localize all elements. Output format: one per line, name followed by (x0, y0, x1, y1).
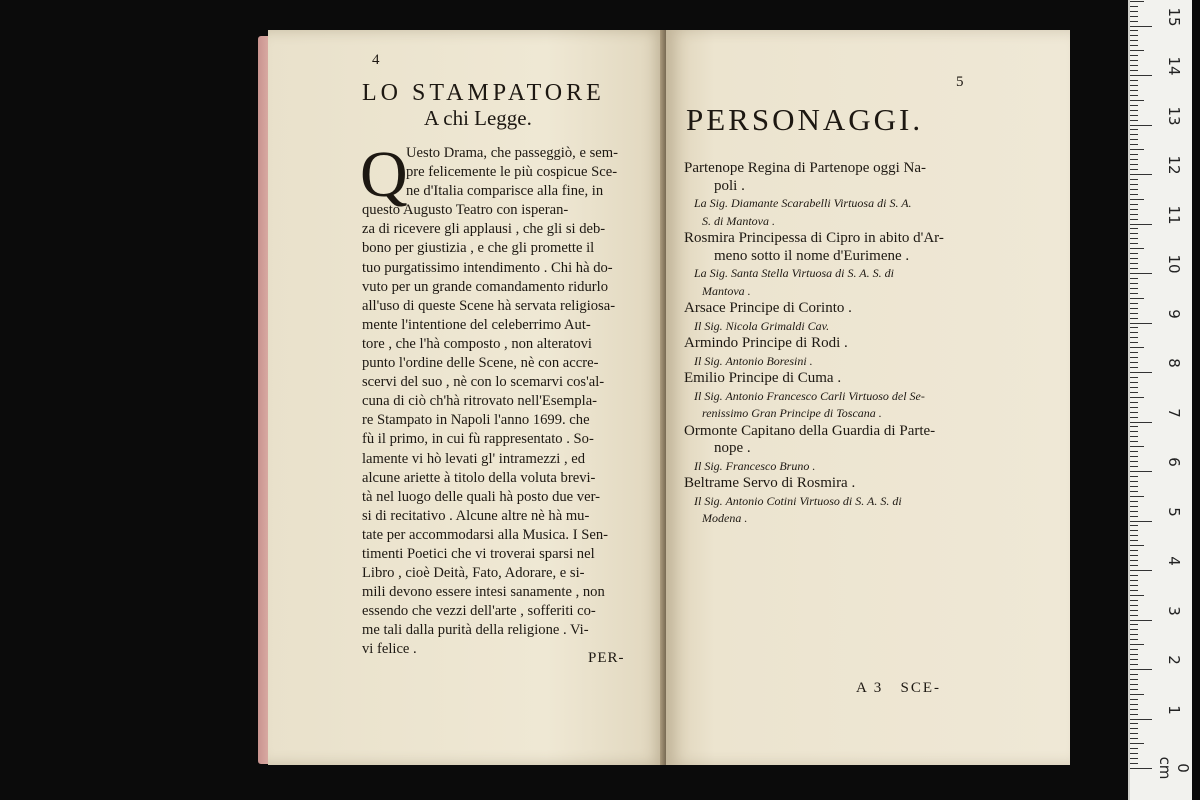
performer-entry: La Sig. Diamante Scarabelli Virtuosa di S. A. (694, 196, 912, 210)
ruler-tick (1130, 164, 1138, 165)
body-line: alcune ariette à titolo della voluta brevi- (362, 469, 596, 486)
left-page-number: 4 (372, 52, 380, 68)
ruler-tick (1130, 516, 1138, 517)
ruler-label: 12 (1165, 155, 1183, 175)
left-page-subtitle: A chi Legge. (424, 106, 532, 130)
ruler-tick (1130, 397, 1144, 398)
ruler-tick (1130, 565, 1138, 566)
ruler-tick (1130, 95, 1138, 96)
ruler-tick (1130, 387, 1138, 388)
ruler-tick (1130, 11, 1138, 12)
ruler-tick (1130, 35, 1138, 36)
ruler-tick (1130, 624, 1138, 625)
body-line: vi felice . (362, 641, 417, 658)
ruler-tick (1130, 590, 1138, 591)
ruler-tick (1130, 120, 1138, 121)
ruler-tick (1130, 501, 1138, 502)
ruler-tick (1130, 65, 1138, 66)
ruler-tick (1130, 481, 1138, 482)
ruler-tick (1130, 362, 1138, 363)
ruler-tick (1130, 204, 1138, 205)
ruler-label: 3 (1165, 605, 1183, 616)
performer-entry: Il Sig. Antonio Cotini Virtuoso di S. A. S. di (694, 493, 902, 508)
ruler-tick (1130, 90, 1138, 91)
ruler-label: 13 (1165, 105, 1183, 126)
ruler-tick (1130, 570, 1152, 571)
ruler-tick (1130, 699, 1138, 700)
body-line: Libro , cioè Deità, Fato, Adorare, e si- (362, 565, 585, 582)
body-line: re Stampato in Napoli l'anno 1699. che (362, 412, 590, 429)
body-line: questo Augusto Teatro con isperan- (362, 202, 569, 219)
signature-mark: A 3 (856, 680, 884, 696)
ruler-label: 4 (1165, 556, 1183, 566)
ruler-tick (1130, 506, 1138, 507)
performer-entry: Il Sig. Francesco Bruno . (694, 458, 816, 473)
ruler-tick (1130, 659, 1138, 660)
ruler-tick (1130, 654, 1138, 655)
ruler-tick (1130, 228, 1138, 229)
ruler-tick (1130, 45, 1138, 46)
ruler-tick (1130, 149, 1144, 150)
ruler-tick (1130, 709, 1138, 710)
ruler-tick (1130, 530, 1138, 531)
ruler-tick (1130, 426, 1138, 427)
body-line: scervi del suo , nè con lo scemarvi cos'al- (362, 374, 605, 391)
left-page-title: LO STAMPATORE (362, 80, 605, 106)
ruler-tick (1130, 80, 1138, 81)
right-footer (856, 680, 941, 697)
ruler-tick (1130, 600, 1138, 601)
open-book (258, 30, 1070, 770)
ruler-tick (1130, 644, 1144, 645)
body-line: vuto per un grande comandamento ridurlo (362, 278, 608, 295)
character-entry: Partenope Regina di Partenope oggi Na- (684, 160, 927, 176)
ruler-tick (1130, 719, 1152, 720)
ruler-tick (1130, 288, 1138, 289)
ruler-tick (1130, 585, 1138, 586)
ruler-tick (1130, 679, 1138, 680)
right-page-title: PERSONAGGI. (686, 102, 924, 137)
character-entry: meno sotto il nome d'Eurimene . (714, 247, 910, 264)
ruler-tick (1130, 238, 1138, 239)
ruler-tick (1130, 303, 1138, 304)
ruler-tick (1130, 748, 1138, 749)
ruler-label: 2 (1165, 655, 1183, 665)
ruler-tick (1130, 392, 1138, 393)
body-line: all'uso di queste Scene hà servata religiosa- (362, 297, 616, 314)
ruler-tick (1130, 758, 1138, 759)
ruler-tick (1130, 342, 1138, 343)
body-line: cuna di ciò ch'hà ritrovato nell'Esempla- (362, 393, 598, 410)
ruler-tick (1130, 664, 1138, 665)
ruler-tick (1130, 521, 1152, 522)
ruler-tick (1130, 184, 1138, 185)
ruler-tick (1130, 382, 1138, 383)
ruler-tick (1130, 144, 1138, 145)
ruler-tick (1130, 689, 1138, 690)
ruler-tick (1130, 129, 1138, 130)
ruler-tick (1130, 595, 1144, 596)
ruler-tick (1130, 253, 1138, 254)
ruler-tick (1130, 694, 1144, 695)
ruler-tick (1130, 308, 1138, 309)
ruler-tick (1130, 615, 1138, 616)
ruler-tick (1130, 446, 1144, 447)
ruler-tick (1130, 768, 1152, 769)
body-line: punto l'ordine delle Scene, nè con accre- (362, 355, 599, 372)
ruler-tick (1130, 60, 1138, 61)
cast-list (684, 160, 1004, 528)
right-catchword: SCE- (900, 680, 942, 696)
ruler-tick (1130, 278, 1138, 279)
body-line: tore , che l'hà composto , non alteratovi (362, 335, 592, 352)
ruler-tick (1130, 1, 1144, 2)
ruler-tick (1130, 436, 1138, 437)
ruler-tick (1130, 134, 1138, 135)
ruler-tick (1130, 26, 1152, 27)
ruler-tick (1130, 402, 1138, 403)
ruler-tick (1130, 75, 1152, 76)
ruler-tick (1130, 263, 1138, 264)
character-entry: poli . (714, 177, 745, 194)
ruler-tick (1130, 179, 1138, 180)
ruler-tick (1130, 40, 1138, 41)
ruler-tick (1130, 219, 1138, 220)
ruler-tick (1130, 55, 1138, 56)
body-line: essendo che vezzi dell'arte , sofferiti co- (362, 603, 596, 620)
ruler-tick (1130, 318, 1138, 319)
ruler-label: 10 (1165, 254, 1183, 274)
body-line: fù il primo, in cui fù rappresentato . So- (362, 431, 594, 448)
ruler-tick (1130, 6, 1138, 7)
ruler-tick (1130, 50, 1144, 51)
ruler-tick (1130, 535, 1138, 536)
ruler-label: 11 (1165, 204, 1183, 225)
character-entry: Emilio Principe di Cuma . (684, 370, 842, 386)
ruler-tick (1130, 154, 1138, 155)
ruler-tick (1130, 21, 1138, 22)
ruler-tick (1130, 268, 1138, 269)
ruler-tick (1130, 110, 1138, 111)
ruler-tick (1130, 70, 1138, 71)
ruler-tick (1130, 728, 1138, 729)
character-entry: Arsace Principe di Corinto . (684, 300, 852, 316)
body-line: bono per giustizia , e che gli promette il (362, 240, 595, 257)
ruler-tick (1130, 540, 1138, 541)
ruler-tick (1130, 377, 1138, 378)
character-entry: nope . (714, 440, 751, 456)
ruler-tick (1130, 293, 1138, 294)
ruler-tick (1130, 313, 1138, 314)
ruler-tick (1130, 189, 1138, 190)
ruler-tick (1130, 753, 1138, 754)
ruler-tick (1130, 466, 1138, 467)
performer-entry: Modena . (702, 511, 748, 525)
ruler-tick (1130, 159, 1138, 160)
ruler-label: 0 cm (1156, 756, 1192, 780)
ruler-tick (1130, 139, 1138, 140)
ruler-tick (1130, 550, 1138, 551)
ruler-tick (1130, 412, 1138, 413)
ruler-tick (1130, 169, 1138, 170)
ruler-tick (1130, 620, 1152, 621)
ruler-tick (1130, 610, 1138, 611)
ruler-tick (1130, 332, 1138, 333)
right-page (666, 30, 1070, 765)
ruler-tick (1130, 669, 1152, 670)
ruler-tick (1130, 273, 1152, 274)
ruler-tick (1130, 545, 1144, 546)
ruler-tick (1130, 441, 1138, 442)
character-entry: Beltrame Servo di Rosmira . (684, 475, 856, 491)
ruler-label: 14 (1165, 56, 1183, 76)
performer-entry: Il Sig. Antonio Francesco Carli Virtuoso del Se- (694, 388, 925, 403)
ruler-label: 6 (1165, 457, 1183, 467)
body-line: tuo purgatissimo intendimento . Chi hà do- (362, 259, 613, 276)
ruler-tick (1130, 476, 1138, 477)
ruler-tick (1130, 105, 1138, 106)
ruler-tick (1130, 649, 1138, 650)
ruler-tick (1130, 639, 1138, 640)
ruler-tick (1130, 451, 1138, 452)
ruler-label: 9 (1165, 308, 1183, 319)
ruler-tick (1130, 115, 1138, 116)
body-line: timenti Poetici che vi troverai sparsi nel (362, 545, 595, 562)
ruler-tick (1130, 352, 1138, 353)
ruler-tick (1130, 209, 1138, 210)
body-line: tate per accommodarsi alla Musica. I Sen- (362, 526, 608, 543)
ruler-tick (1130, 233, 1138, 234)
performer-entry: Il Sig. Antonio Boresini . (694, 353, 813, 368)
ruler-tick (1130, 327, 1138, 328)
character-entry: Ormonte Capitano della Guardia di Parte- (684, 422, 936, 439)
right-page-number: 5 (956, 74, 964, 90)
measuring-ruler (1128, 0, 1192, 800)
ruler-tick (1130, 714, 1138, 715)
ruler-tick (1130, 407, 1138, 408)
ruler-tick (1130, 367, 1138, 368)
ruler-tick (1130, 16, 1138, 17)
ruler-tick (1130, 456, 1138, 457)
left-catchword: PER- (588, 650, 625, 666)
ruler-tick (1130, 298, 1144, 299)
body-line: lamente vi hò levati gl' intramezzi , ed (362, 450, 586, 467)
ruler-tick (1130, 372, 1152, 373)
ruler-tick (1130, 337, 1138, 338)
ruler-tick (1130, 30, 1138, 31)
body-line: tà nel luogo delle quali hà posto due ver- (362, 488, 601, 505)
ruler-tick (1130, 258, 1138, 259)
ruler-tick (1130, 723, 1138, 724)
performer-entry: renissimo Gran Principe di Toscana . (702, 406, 882, 420)
ruler-tick (1130, 417, 1138, 418)
ruler-tick (1130, 431, 1138, 432)
performer-entry: Mantova . (702, 283, 751, 298)
left-page (268, 30, 666, 765)
ruler-tick (1130, 555, 1138, 556)
ruler-tick (1130, 496, 1144, 497)
ruler-tick (1130, 491, 1138, 492)
ruler-tick (1130, 283, 1138, 284)
ruler-label: 7 (1165, 407, 1183, 418)
ruler-tick (1130, 575, 1138, 576)
performer-entry: S. di Mantova . (702, 213, 775, 228)
ruler-tick (1130, 743, 1144, 744)
performer-entry: Il Sig. Nicola Grimaldi Cav. (694, 318, 830, 333)
drop-cap: Q (360, 138, 408, 211)
ruler-label: 1 (1165, 704, 1183, 715)
body-line: Uesto Drama, che passeggiò, e sem- (406, 145, 618, 161)
ruler-tick (1130, 85, 1138, 86)
ruler-tick (1130, 733, 1138, 734)
ruler-tick (1130, 471, 1152, 472)
ruler-tick (1130, 125, 1152, 126)
ruler-tick (1130, 605, 1138, 606)
body-line: mili devono essere intesi sanamente , non (362, 584, 605, 601)
ruler-tick (1130, 674, 1138, 675)
ruler-tick (1130, 174, 1152, 175)
ruler-tick (1130, 357, 1138, 358)
character-entry: Rosmira Principessa di Cipro in abito d'Ar- (684, 230, 944, 246)
ruler-tick (1130, 763, 1138, 764)
ruler-tick (1130, 560, 1138, 561)
ruler-tick (1130, 194, 1138, 195)
ruler-tick (1130, 704, 1138, 705)
body-line: me tali dalla purità della religione . Vi- (362, 622, 589, 639)
body-line: ne d'Italia comparisce alla fine, in (406, 183, 604, 200)
ruler-tick (1130, 461, 1138, 462)
ruler-tick (1130, 422, 1152, 423)
ruler-tick (1130, 629, 1138, 630)
ruler-tick (1130, 224, 1152, 225)
ruler-tick (1130, 214, 1138, 215)
ruler-tick (1130, 199, 1144, 200)
ruler-tick (1130, 486, 1138, 487)
ruler-label: 8 (1165, 358, 1183, 368)
left-page-body (362, 145, 662, 660)
ruler-tick (1130, 100, 1144, 101)
ruler-tick (1130, 580, 1138, 581)
body-line: pre felicemente le più cospicue Sce- (406, 164, 618, 181)
ruler-tick (1130, 525, 1138, 526)
ruler-tick (1130, 634, 1138, 635)
body-line: za di ricevere gli applausi , che gli si deb- (362, 221, 606, 238)
ruler-label: 5 (1165, 506, 1183, 517)
ruler-tick (1130, 347, 1144, 348)
ruler-label: 15 (1165, 6, 1183, 27)
performer-entry: La Sig. Santa Stella Virtuosa di S. A. S. di (694, 266, 894, 280)
ruler-tick (1130, 684, 1138, 685)
ruler-tick (1130, 248, 1144, 249)
character-entry: Armindo Principe di Rodi . (684, 335, 848, 351)
body-line: mente l'intentione del celeberrimo Aut- (362, 316, 591, 333)
ruler-tick (1130, 511, 1138, 512)
ruler-tick (1130, 243, 1138, 244)
ruler-tick (1130, 323, 1152, 324)
body-line: si di recitativo . Alcune altre nè hà mu- (362, 507, 590, 524)
ruler-tick (1130, 738, 1138, 739)
